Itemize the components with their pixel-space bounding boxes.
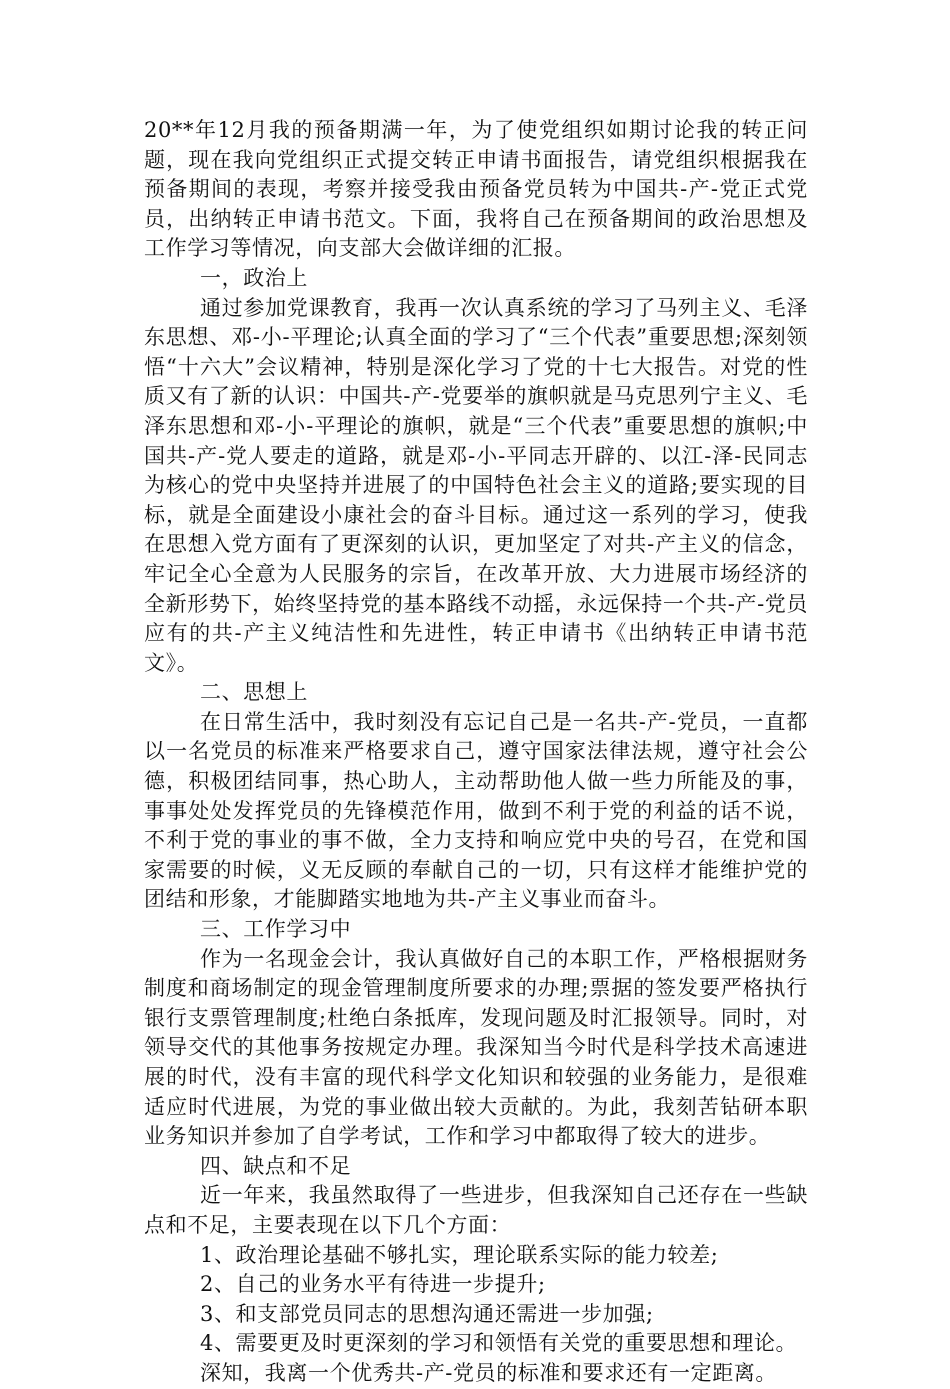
intro-paragraph: 20**年12月我的预备期满一年，为了使党组织如期讨论我的转正问题，现在我向党组织正式提交转正申请书面报告，请党组织根据我在预备期间的表现，考察并接受我由预备党员转为中国共-产-党正式党员，出纳转正申请书范文。下面，我将自己在预备期间的政治思想及工作学习等情况，向支部大会做详细的汇报。 [144, 118, 808, 261]
closing-paragraph: 深知，我离一个优秀共-产-党员的标准和要求还有一定距离。 [200, 1360, 777, 1385]
section-paragraph: 作为一名现金会计，我认真做好自己的本职工作，严格根据财务制度和商场制定的现金管理制度所要求的办理;票据的签发要严格执行银行支票管理制度;杜绝白条抵库，发现问题及时汇报领导。同时，对领导交代的其他事务按规定办理。我深知当今时代是科学技术高速进展的时代，没有丰富的现代科学文化知识和较强的业务能力，是很难适应时代进展，为党的事业做出较大贡献的。为此，我刻苦钻研本职业务知识并参加了自学考试，工作和学习中都取得了较大的进步。 [144, 946, 808, 1149]
list-item: 1、政治理论基础不够扎实，理论联系实际的能力较差; [200, 1242, 719, 1267]
section-heading-work-study: 三、工作学习中 [200, 917, 352, 942]
section-heading-shortcomings: 四、缺点和不足 [200, 1153, 352, 1178]
section-paragraph: 通过参加党课教育，我再一次认真系统的学习了马列主义、毛泽东思想、邓-小-平理论;认真全面的学习了“三个代表”重要思想;深刻领悟“十六大”会议精神，特别是深化学习了党的十七大报告。对党的性质又有了新的认识：中国共-产-党要举的旗帜就是马克思列宁主义、毛泽东思想和邓-小-平理论的旗帜，就是“三个代表”重要思想的旗帜;中国共-产-党人要走的道路，就是邓-小-平同志开辟的、以江-泽-民同志为核心的党中央坚持并进展了的中国特色社会主义的道路;要实现的目标，就是全面建设小康社会的奋斗目标。通过这一系列的学习，使我在思想入党方面有了更深刻的认识，更加坚定了对共-产主义的信念，牢记全心全意为人民服务的宗旨，在改革开放、大力进展市场经济的全新形势下，始终坚持党的基本路线不动摇，永远保持一个共-产-党员应有的共-产主义纯洁性和先进性，转正申请书《出纳转正申请书范文》。 [144, 295, 808, 675]
list-item: 4、需要更及时更深刻的学习和领悟有关党的重要思想和理论。 [200, 1331, 798, 1356]
section-heading-thought: 二、思想上 [200, 680, 308, 705]
section-paragraph: 近一年来，我虽然取得了一些进步，但我深知自己还存在一些缺点和不足，主要表现在以下几个方面： [144, 1183, 808, 1237]
section-heading-politics: 一，政治上 [200, 265, 308, 290]
list-item: 3、和支部党员同志的思想沟通还需进一步加强; [200, 1301, 654, 1326]
document-body [144, 116, 808, 1389]
list-item: 2、自己的业务水平有待进一步提升; [200, 1272, 546, 1297]
section-paragraph: 在日常生活中，我时刻没有忘记自己是一名共-产-党员，一直都以一名党员的标准来严格要求自己，遵守国家法律法规，遵守社会公德，积极团结同事，热心助人，主动帮助他人做一些力所能及的事，事事处处发挥党员的先锋模范作用，做到不利于党的利益的话不说，不利于党的事业的事不做，全力支持和响应党中央的号召，在党和国家需要的时候，义无反顾的奉献自己的一切，只有这样才能维护党的团结和形象，才能脚踏实地地为共-产主义事业而奋斗。 [144, 709, 808, 912]
